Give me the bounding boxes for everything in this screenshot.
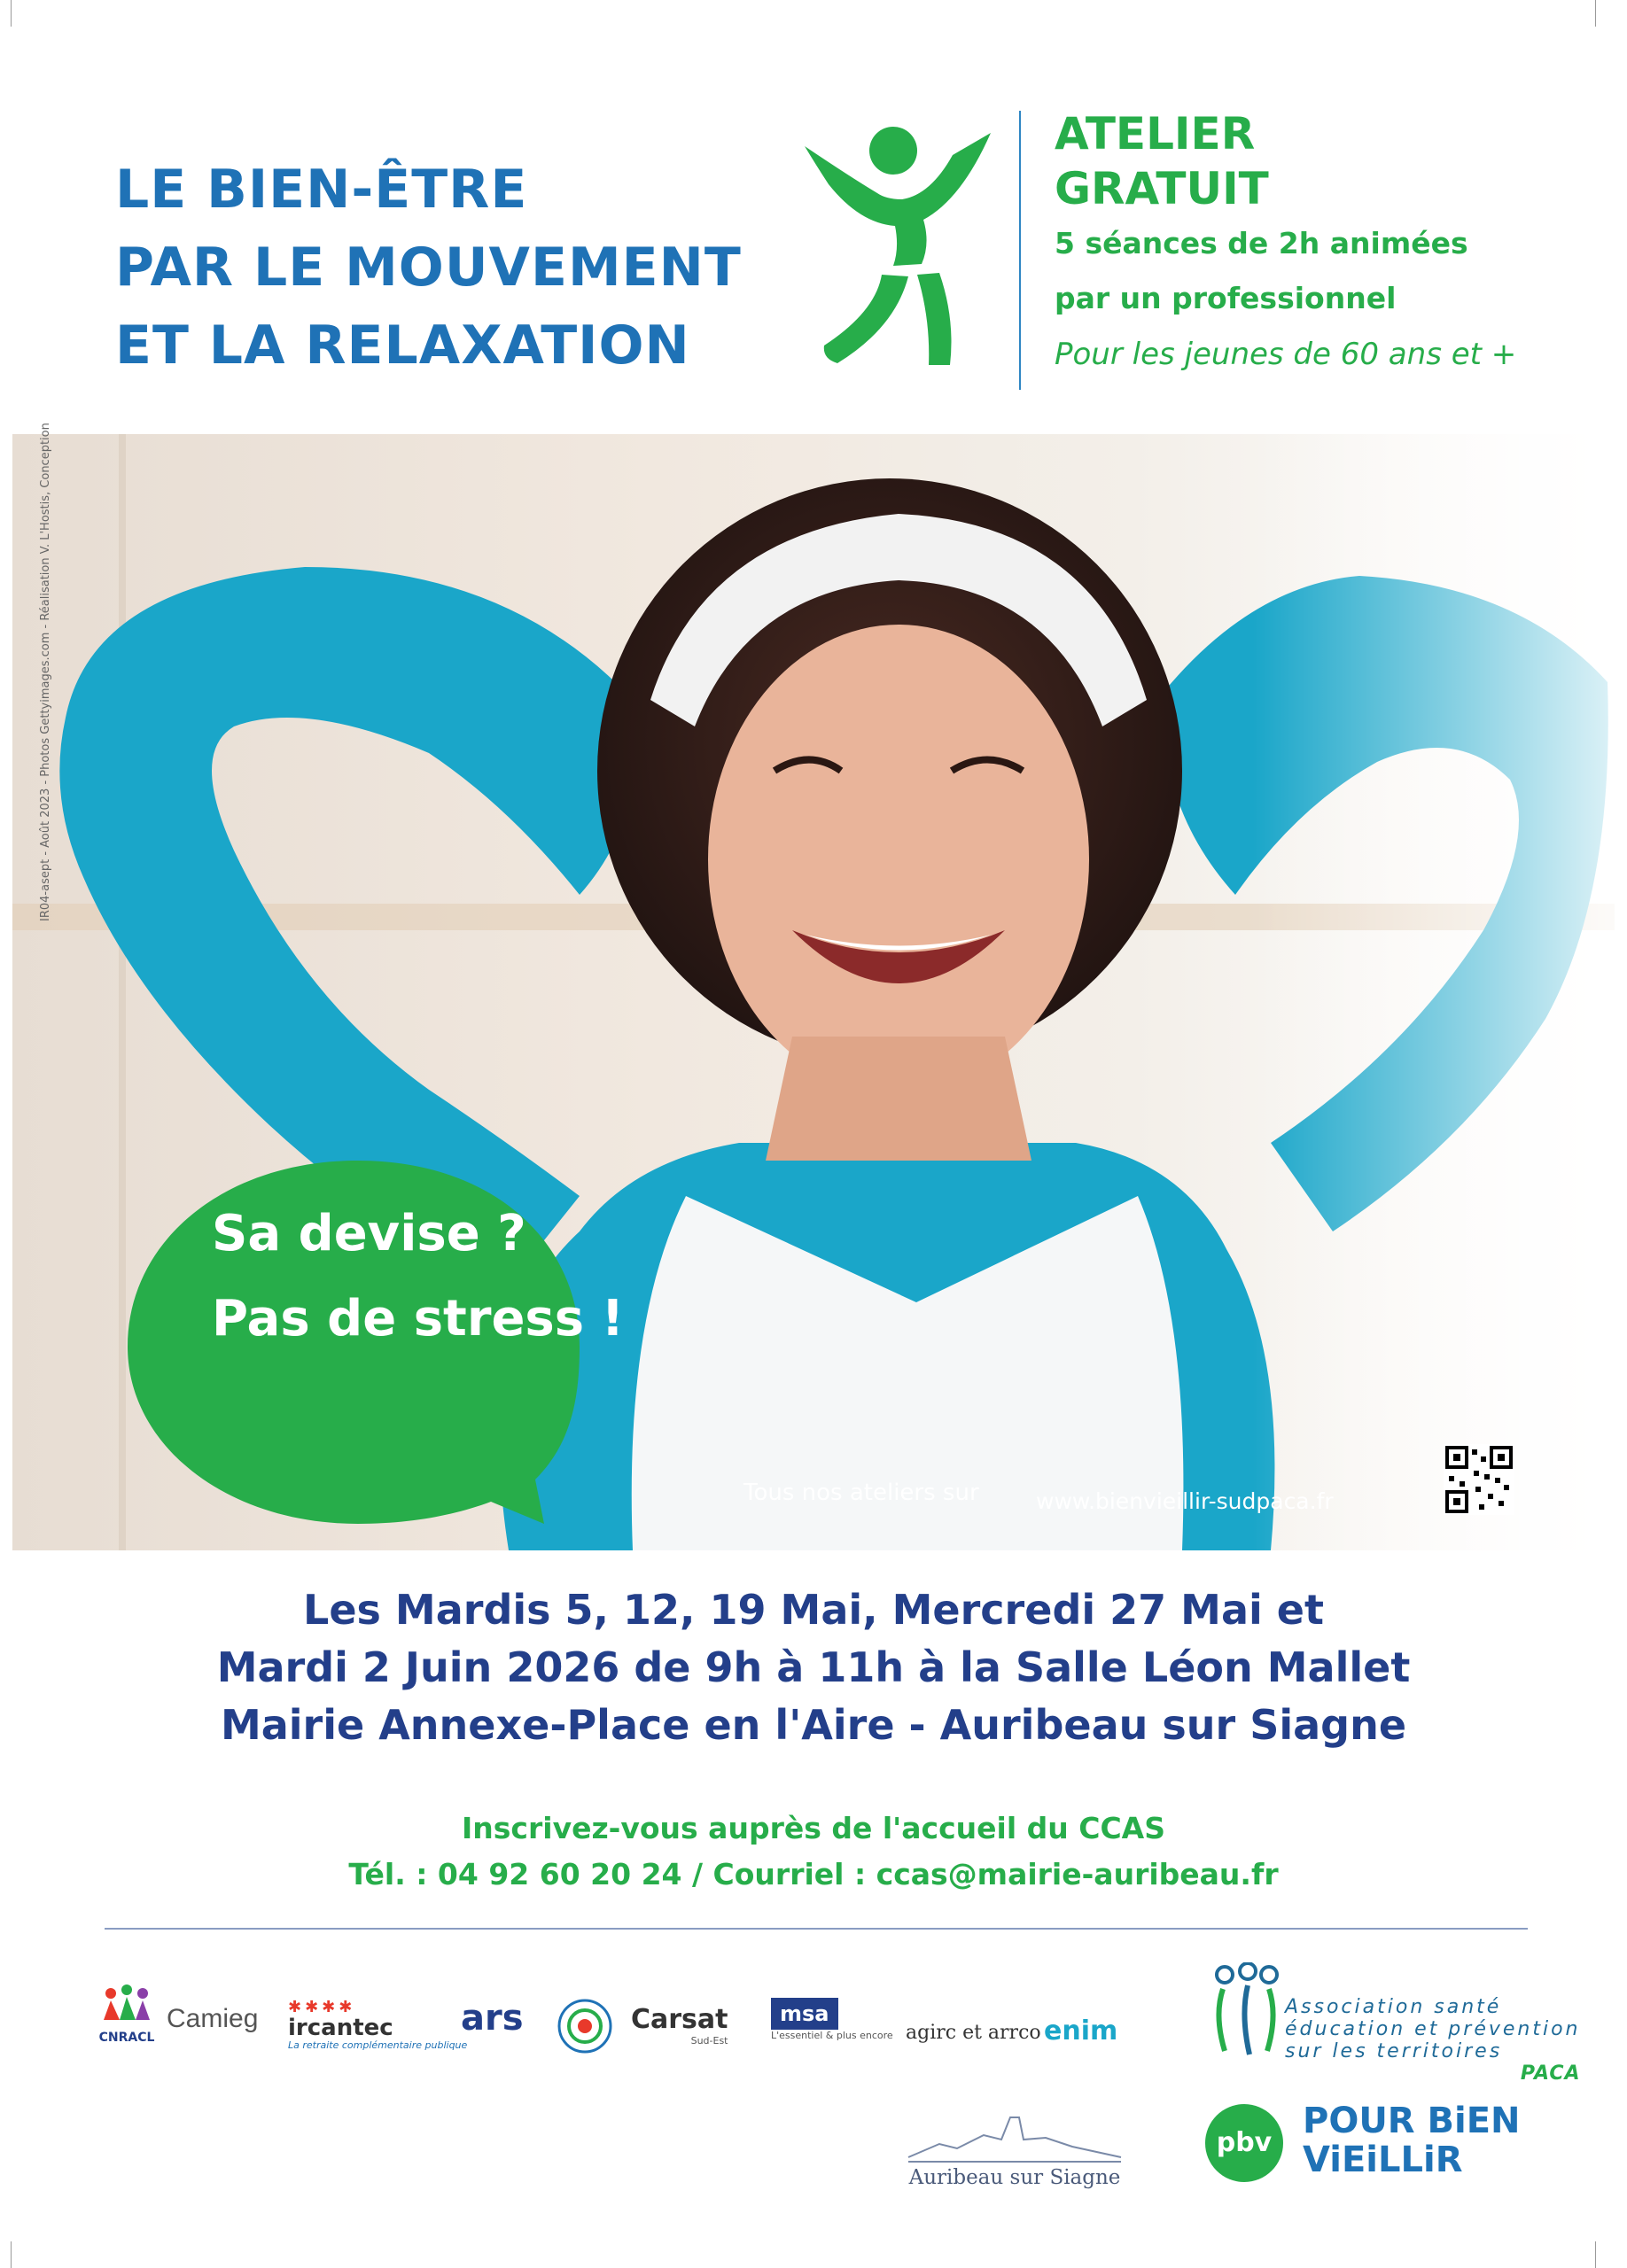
event-line: Mardi 2 Juin 2026 de 9h à 11h à la Salle Léon Mallet: [216, 1643, 1411, 1691]
ircantec-figures-icon: ✱✱✱✱: [288, 1998, 356, 2016]
atelier-animator: par un professionnel: [1055, 281, 1397, 315]
footer-divider: [105, 1928, 1528, 1930]
atelier-sessions: 5 séances de 2h animées: [1055, 226, 1468, 260]
event-line: Les Mardis 5, 12, 19 Mai, Mercredi 27 Mai et: [303, 1586, 1324, 1634]
contact-info: [0, 1806, 1627, 1898]
cnracl-figures-icon: [100, 1984, 153, 2027]
pbv-line: POUR BiEN: [1303, 2101, 1521, 2141]
msa-label: msa: [771, 1998, 838, 2030]
asept-line: éducation et prévention: [1285, 2018, 1581, 2040]
atelier-title-2: GRATUIT: [1055, 163, 1269, 214]
partner-enim: [1044, 2016, 1117, 2047]
ircantec-label: ircantec: [288, 2015, 393, 2041]
pbv-badge: [1205, 2104, 1283, 2182]
partner-ars: [461, 1998, 524, 2039]
poster-headline: [115, 151, 742, 384]
asept-line: sur les territoires: [1285, 2040, 1503, 2062]
partner-cnracl: [96, 1984, 158, 2045]
asept-figures-icon: [1205, 1962, 1285, 2060]
agirc-label: agirc et arrco: [906, 2022, 1041, 2044]
msa-subtitle: L'essentiel & plus encore: [771, 2030, 893, 2041]
event-details: [0, 1581, 1627, 1754]
partner-agirc-arrco: [906, 2022, 1041, 2044]
crop-mark: [1595, 0, 1596, 27]
partner-carsat: [631, 2004, 728, 2047]
asept-line: Association santé: [1285, 1996, 1502, 2018]
crop-mark: [11, 2241, 12, 2268]
website-url[interactable]: www.bienvieillir-sudpaca.fr: [1036, 1488, 1334, 1514]
headline-line: PAR LE MOUVEMENT: [115, 237, 742, 299]
photo-credit: IR04-asept - Août 2023 - Photos Gettyimages.com - Réalisation V. L'Hostis, Conception: [39, 423, 52, 921]
header-divider: [1019, 111, 1021, 390]
asept-text: [1285, 1996, 1581, 2085]
carsat-subtitle: Sud-Est: [690, 2035, 728, 2047]
hero-photo: [12, 434, 1615, 1550]
partner-ircantec: [288, 1998, 467, 2051]
bubble-line: Pas de stress !: [212, 1290, 625, 1348]
crop-mark: [1595, 2241, 1596, 2268]
ircantec-subtitle: La retraite complémentaire publique: [288, 2039, 468, 2051]
atelier-title: ATELIER: [1055, 108, 1256, 159]
qr-code[interactable]: [1444, 1444, 1514, 1515]
seal-icon: [557, 1998, 613, 2054]
ateliers-tagline: Tous nos ateliers sur: [743, 1480, 979, 1506]
headline-line: LE BIEN-ÊTRE: [115, 159, 528, 221]
bubble-text: [212, 1192, 624, 1362]
person-figure-logo: [798, 115, 1001, 372]
auribeau-village-icon: [904, 2104, 1125, 2166]
atelier-audience: Pour les jeunes de 60 ans et +: [1055, 337, 1517, 372]
pbv-wordmark: [1303, 2101, 1521, 2179]
asept-region: PACA: [1520, 2062, 1581, 2085]
camieg-label: Camieg: [167, 2004, 259, 2033]
pbv-line: ViEiLLiR: [1303, 2140, 1463, 2180]
atelier-block: [1055, 106, 1516, 383]
partner-camieg: [167, 2004, 258, 2034]
auribeau-label: Auribeau sur Siagne: [908, 2166, 1121, 2189]
headline-line: ET LA RELAXATION: [115, 315, 690, 377]
enim-label: enim: [1044, 2016, 1118, 2047]
cnracl-label: CNRACL: [98, 2031, 155, 2045]
partner-msa: [771, 1998, 893, 2041]
contact-line: Inscrivez-vous auprès de l'accueil du CCAS: [462, 1811, 1165, 1845]
contact-line[interactable]: Tél. : 04 92 60 20 24 / Courriel : ccas@mairie-auribeau.fr: [348, 1857, 1279, 1891]
pbv-badge-label: pbv: [1216, 2127, 1273, 2158]
carsat-label: Carsat: [631, 2004, 728, 2035]
event-line: Mairie Annexe-Place en l'Aire - Auribeau sur Siagne: [220, 1701, 1407, 1749]
ars-label: ars: [461, 1998, 524, 2039]
bubble-line: Sa devise ?: [212, 1205, 526, 1262]
crop-mark: [11, 0, 12, 27]
